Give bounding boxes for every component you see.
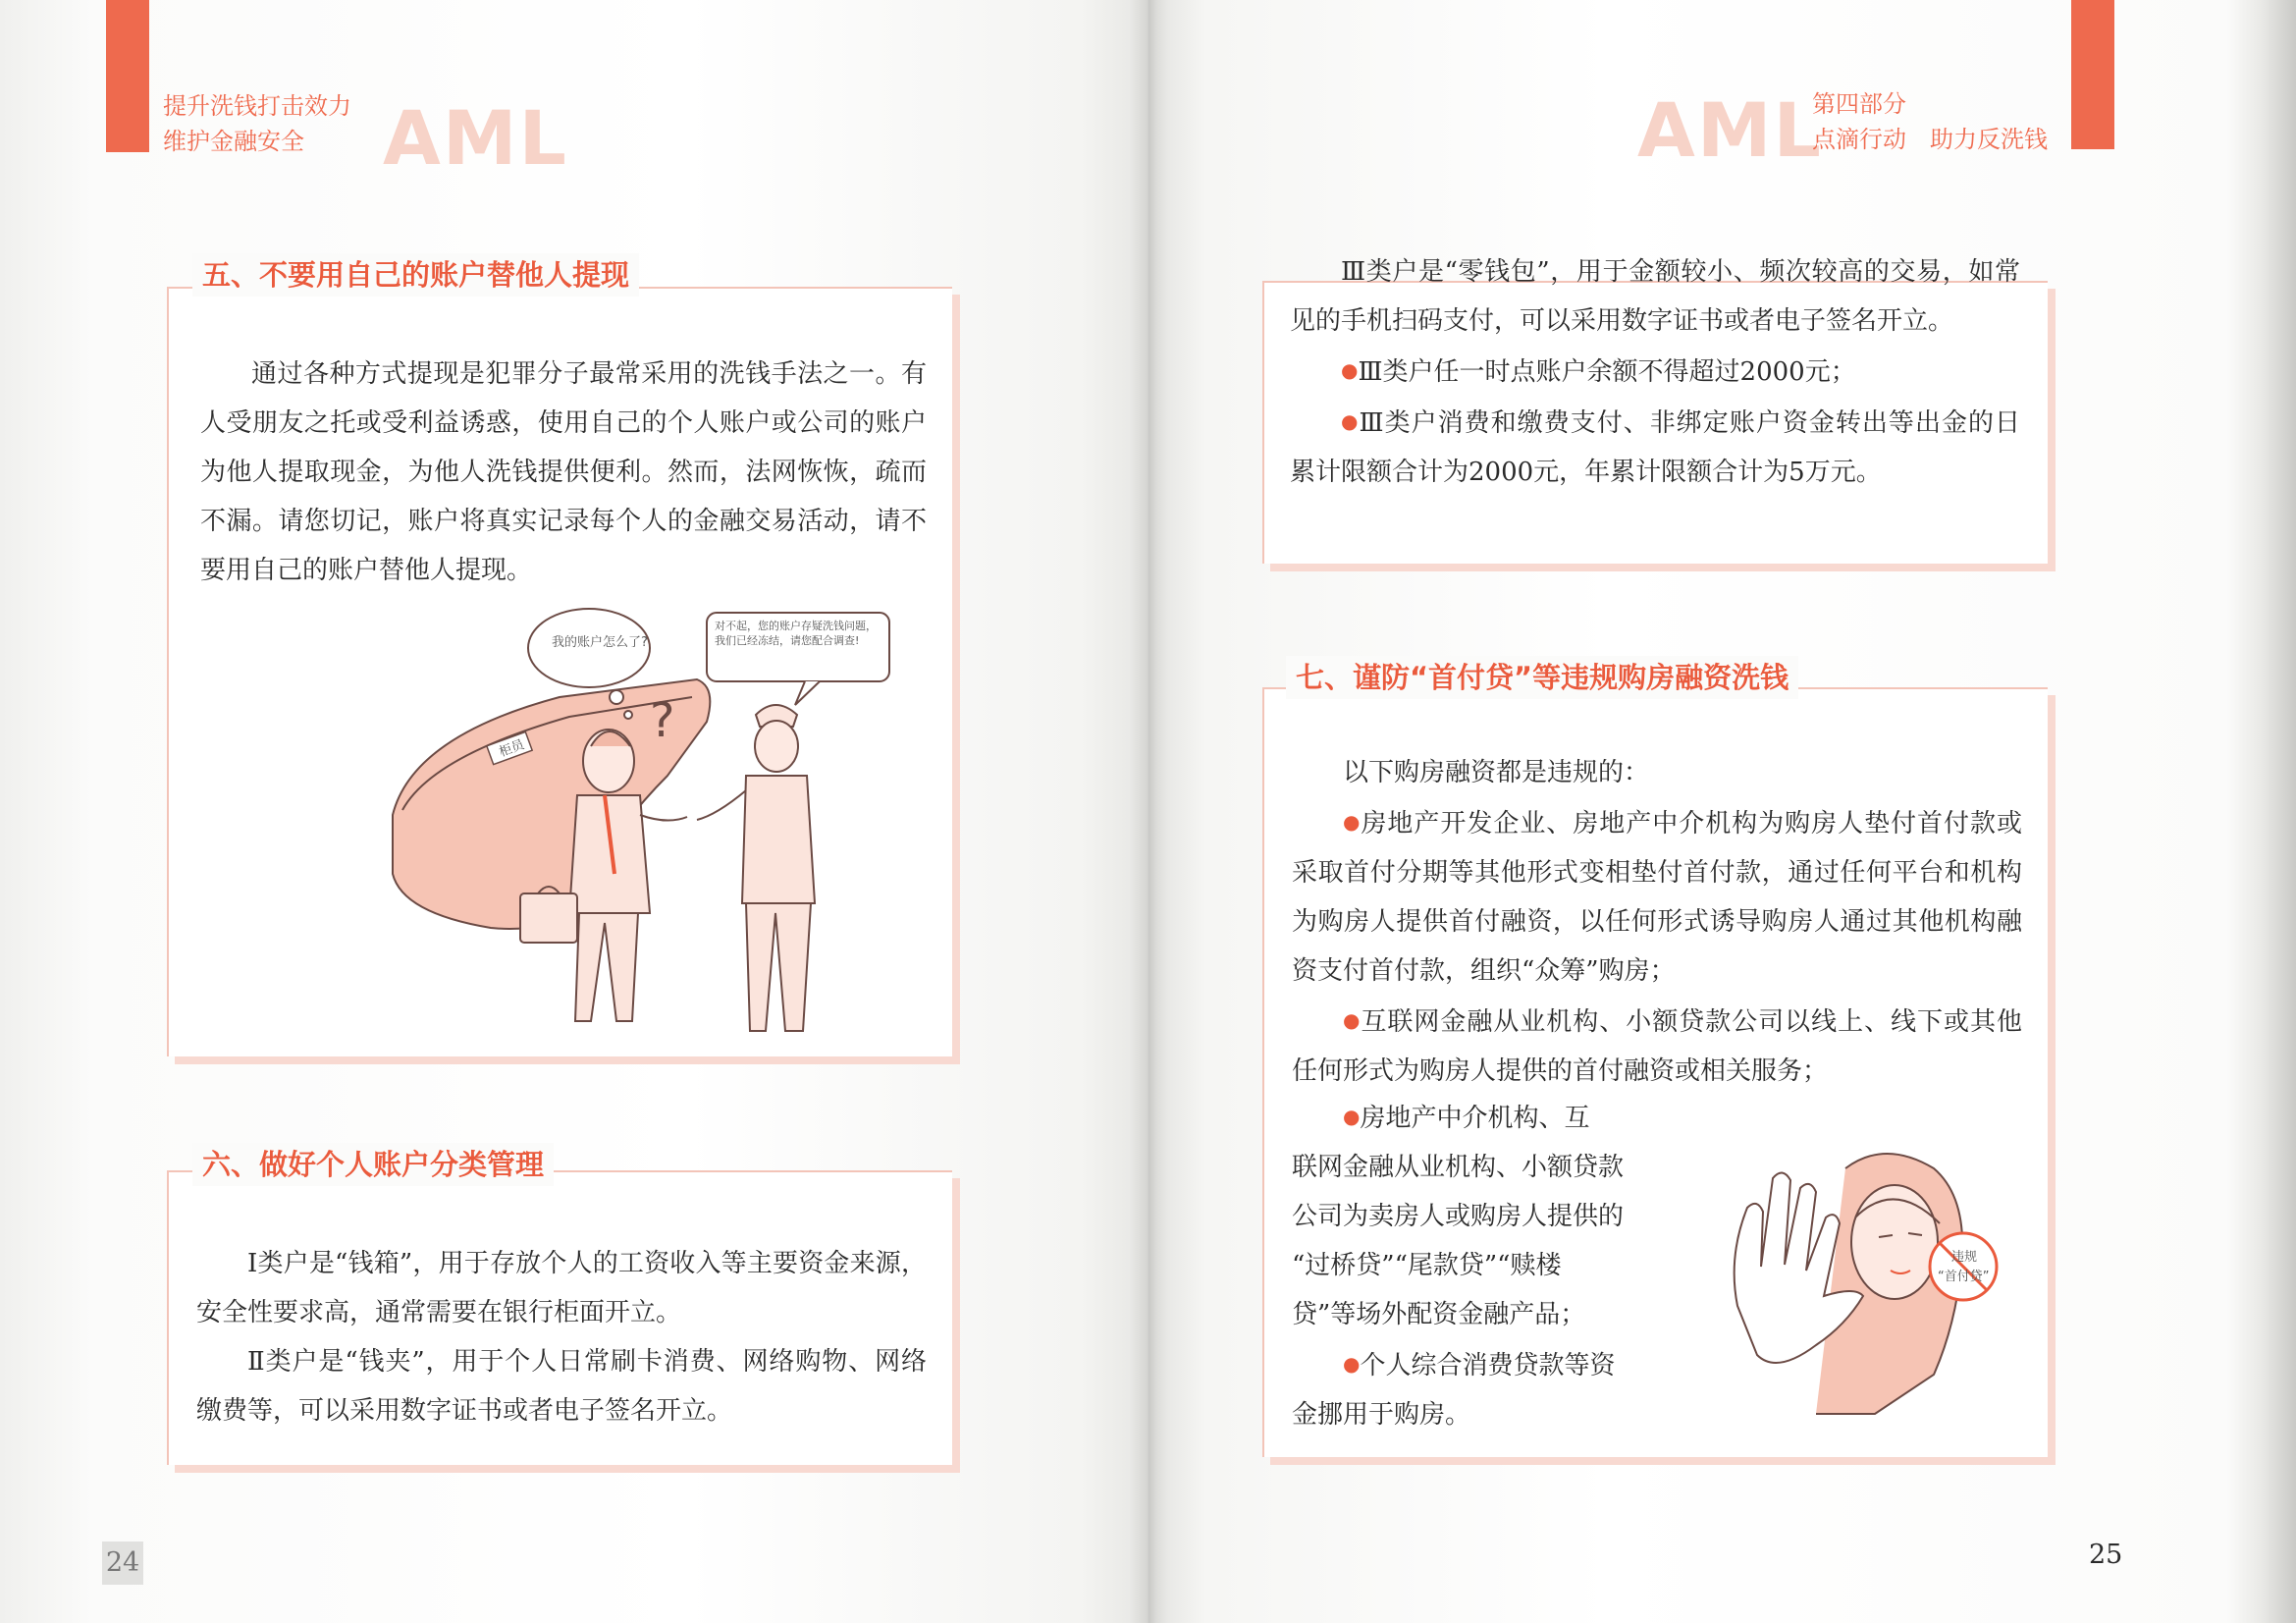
svg-text:柜员: 柜员	[497, 737, 527, 761]
section-7-paragraphs	[1292, 748, 2022, 1096]
section-6-title: 六、做好个人账户分类管理	[192, 1143, 554, 1186]
account-type-3-bullet-2: ●Ⅲ类户消费和缴费支付、非绑定账户资金转出等出金的日累计限额合计为2000元，年累计限额合计为5万元。	[1290, 408, 2021, 487]
svg-text:“首付贷”: “首付贷”	[1938, 1270, 1990, 1284]
stop-hand-woman-illustration	[1698, 1139, 2012, 1424]
header-color-bar	[106, 0, 149, 152]
page-number: 25	[2089, 1540, 2123, 1570]
section-7-bullet-3: ●房地产中介机构、互 联网金融从业机构、小额贷款 公司为卖房人或购房人提供的 “过桥贷”“尾款贷”“赎楼 贷”等场外配资金融产品； ●个人综合消费贷款等资 金挪用于购房。	[1292, 1104, 1625, 1430]
svg-text:违规: 违规	[1951, 1250, 1978, 1265]
section-6-continued-paragraphs	[1290, 247, 2020, 497]
bullet-icon: ●	[1343, 1105, 1361, 1128]
section-7-bullet-1: ●房地产开发企业、房地产中介机构为购房人垫付首付款或采取首付分期等其他形式变相垫付首付款，通过任何平台和机构为购房人提供首付融资，以任何形式诱导购房人通过其他机构融资支付首付款，组织“众筹”购房；	[1292, 809, 2022, 986]
header-color-bar	[2071, 0, 2114, 149]
forbidden-stamp	[1930, 1233, 1997, 1300]
aml-watermark: AML	[1637, 86, 1823, 174]
section-5-paragraph	[200, 350, 927, 595]
bank-counter-illustration	[373, 589, 923, 1051]
header-line-2: 维护金融安全	[163, 128, 304, 155]
bullet-icon: ●	[1341, 409, 1360, 433]
bullet-icon: ●	[1343, 810, 1362, 834]
account-type-1-text: Ⅰ类户是“钱箱”，用于存放个人的工资收入等主要资金来源，安全性要求高，通常需要在银行柜面开立。	[196, 1249, 927, 1327]
section-6-paragraphs	[196, 1239, 927, 1435]
header-line-1: 提升洗钱打击效力	[163, 92, 351, 120]
account-type-2-text: Ⅱ类户是“钱夹”，用于个人日常刷卡消费、网络购物、网络缴费等，可以采用数字证书或者电子签名开立。	[196, 1347, 927, 1426]
officer-figure	[697, 705, 815, 1031]
section-7-bullet-2: ●互联网金融从业机构、小额贷款公司以线上、线下或其他任何形式为购房人提供的首付融资或相关服务；	[1292, 1007, 2022, 1086]
bullet-icon: ●	[1343, 1008, 1362, 1032]
bullet-icon: ●	[1341, 358, 1359, 382]
section-5-text: 通过各种方式提现是犯罪分子最常采用的洗钱手法之一。有人受朋友之托或受利益诱惑，使用自己的个人账户或公司的账户为他人提取现金，为他人洗钱提供便利。然而，法网恢恢，疏而不漏。请您切记，账户将真实记录每个人的金融交易活动，请不要用自己的账户替他人提现。	[200, 359, 927, 585]
section-7-intro: 以下购房融资都是违规的：	[1343, 758, 1650, 787]
section-5-title: 五、不要用自己的账户替他人提现	[192, 253, 639, 297]
speech-bubble: 对不起，您的账户存疑洗钱问题，我们已经冻结，请您配合调查!	[707, 613, 889, 705]
page-number: 24	[102, 1542, 143, 1585]
account-type-3-text: Ⅲ类户是“零钱包”，用于金额较小、频次较高的交易，如常见的手机扫码支付，可以采用数字证书或者电子签名开立。	[1290, 257, 2020, 336]
header-line-2: 点滴行动 助力反洗钱	[1812, 126, 2048, 153]
svg-text:我的账户怎么了?: 我的账户怎么了?	[552, 635, 648, 650]
question-mark-icon: ?	[650, 693, 675, 748]
bullet-icon: ●	[1343, 1352, 1361, 1376]
right-page	[1148, 0, 2296, 1623]
aml-watermark: AML	[383, 94, 568, 182]
account-type-3-bullet-1: ●Ⅲ类户任一时点账户余额不得超过2000元；	[1341, 357, 1856, 387]
section-7-title: 七、谨防“首付贷”等违规购房融资洗钱	[1286, 656, 1798, 699]
header-line-1: 第四部分	[1812, 90, 1906, 118]
